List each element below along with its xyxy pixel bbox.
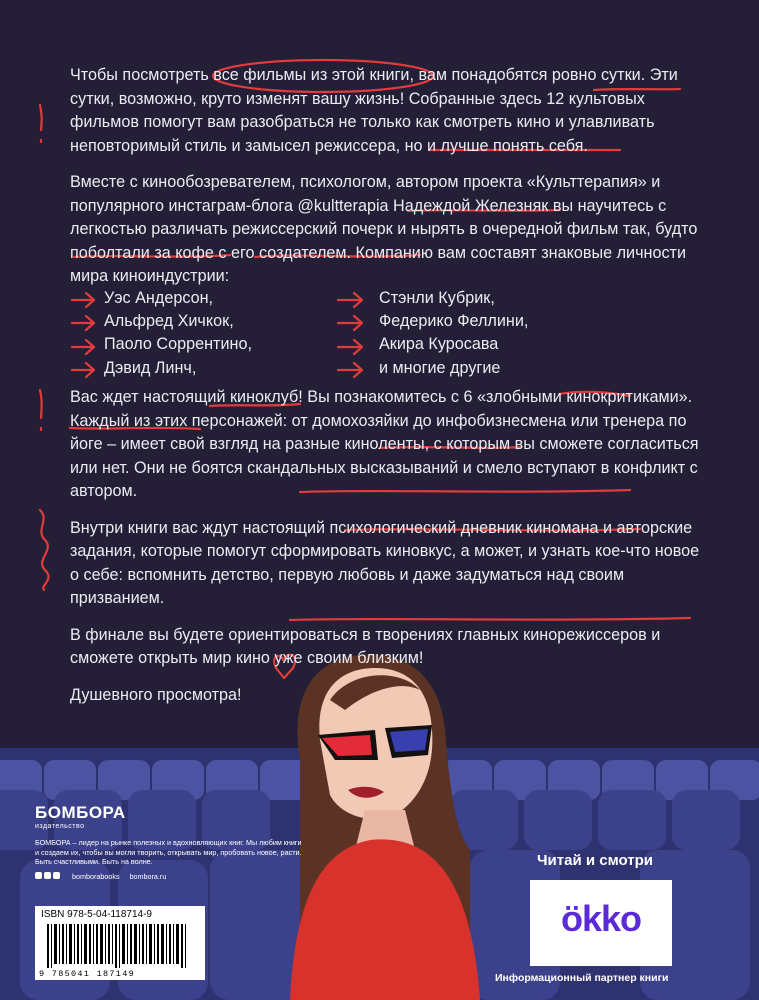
list-item: и многие другие — [379, 358, 501, 377]
paragraph-closing: Душевного просмотра! — [70, 685, 242, 704]
list-item: Паоло Соррентино, — [104, 335, 252, 354]
paragraph-intro: Чтобы посмотреть все фильмы из этой книги, вам понадобятся ровно сутки. Эти сутки, возможно, круто изменят вашу жизнь! Собранные здесь 12 культовых фильмов помогут вам разобраться не только как смотреть кино и улавливать неповторимый стиль и замысел режиссера, но и лучше понять себя. — [70, 66, 678, 155]
social-icons — [35, 872, 62, 881]
paragraph-author: Вместе с кинообозревателем, психологом, автором проекта «Культтерапия» и популярного инстаграм-блога @kultterapia Надеждой Железняк вы научитесь с легкостью различать режиссерский почерк и нырять в очередной фильм так, будто поболтали за кофе с его создателем. Компанию вам составят знаковые личности мира киноиндустрии: — [70, 173, 698, 285]
publisher-site: bombora.ru — [129, 872, 167, 881]
instagram-icon — [53, 872, 60, 879]
ok-icon — [44, 872, 51, 879]
isbn-barcode — [35, 906, 205, 980]
description-text — [70, 64, 700, 302]
publisher-description: БОМБОРА – лидер на рынке полезных и вдохновляющих книг. Мы любим книги и создаем их, чтобы вы могли творить, открывать мир, пробовать новое, расти. Быть счастливыми. Быть на волне. — [35, 838, 302, 866]
list-item: Федерико Феллини, — [379, 312, 529, 331]
list-item: Уэс Андерсон, — [104, 289, 214, 307]
list-item: Альфред Хичкок, — [104, 312, 234, 331]
director-list-right — [379, 287, 528, 380]
list-item: Акира Куросава — [379, 335, 499, 354]
partner-subtitle: Информационный партнер книги — [495, 972, 669, 984]
okko-logo: ökko — [560, 898, 642, 939]
paragraph-finale: В финале вы будете ориентироваться в творениях главных кинорежиссеров и сможете открыть мир кино уже своим близким! — [70, 625, 661, 667]
paragraph-club: Вас ждет настоящий киноклуб! Вы познакомитесь с 6 «злобными кинокритиками». Каждый из этих персонажей: от домохозяйки до инфобизнесмена или тренера по йоге – имеет свой взгляд на разные киноленты, с которым вы сможете согласиться или нет. Они не боятся скандальных высказываний и смело вступают в конфликт с автором. — [70, 388, 699, 500]
description-text-2 — [70, 386, 700, 720]
okko-logo-box — [530, 880, 672, 966]
vk-icon — [35, 872, 42, 879]
list-item: Стэнли Кубрик, — [379, 289, 495, 307]
director-list-left — [104, 287, 252, 380]
list-item: Дэвид Линч, — [104, 358, 197, 377]
partner-title: Читай и смотри — [537, 852, 653, 869]
paragraph-diary: Внутри книги вас ждут настоящий психологический дневник киномана и авторские задания, которые помогут сформировать киновкус, а может, и узнать кое-что новое о себе: вспомнить детство, первую любовь и даже задуматься над своим призванием. — [70, 518, 700, 607]
publisher-social — [35, 872, 166, 881]
social-handle: bomborabooks — [72, 872, 120, 881]
isbn-label: ISBN 978-5-04-118714-9 — [41, 909, 152, 920]
publisher-sub: издательство — [35, 823, 85, 830]
isbn-digits: 9 785041 187149 — [39, 969, 136, 979]
publisher-logo: БОМБОРА — [35, 803, 126, 822]
